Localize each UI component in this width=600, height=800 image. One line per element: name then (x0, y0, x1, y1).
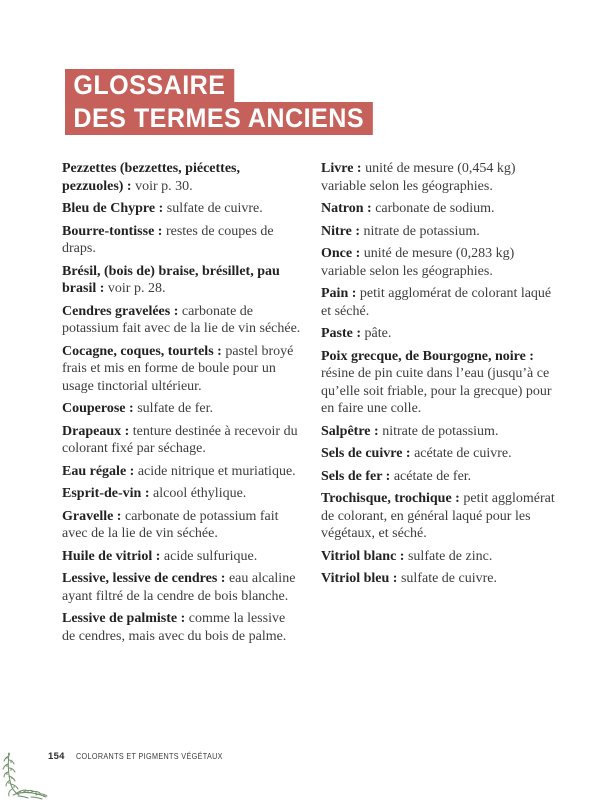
glossary-definition: voir p. 28. (107, 281, 166, 296)
glossary-term: Cendres gravelées : (62, 303, 182, 319)
glossary-entry (62, 343, 301, 396)
glossary-term: Poix grecque, de Bourgogne, noire : (321, 348, 534, 364)
glossary-definition: résine de pin cuite dans l’eau (jusqu’à ce qu’elle soit friable, pour la grecque) pour en faire une colle. (321, 366, 552, 416)
glossary-entry (321, 285, 560, 320)
glossary-term: Gravelle : (62, 508, 125, 524)
page-footer (48, 751, 249, 762)
glossary-entry (321, 548, 560, 566)
glossary-entry (62, 463, 301, 481)
glossary-definition: eau alcaline ayant filtré de la cendre de bois blanche. (62, 571, 296, 604)
glossary-term: Natron : (321, 201, 376, 216)
glossary-definition: acide nitrique et muriatique. (137, 463, 296, 479)
glossary-term: Esprit-de-vin : (62, 486, 153, 501)
glossary-term: Eau régale : (62, 463, 138, 479)
plant-sprig-illustration-icon (0, 752, 54, 800)
glossary-definition: acide sulfurique. (163, 548, 258, 564)
glossary-entry (62, 400, 301, 418)
glossary-definition: carbonate de potassium fait avec de la lie de vin séchée. (62, 303, 301, 336)
glossary-entry (62, 548, 301, 566)
glossary-entry (321, 160, 560, 195)
glossary-definition: sulfate de cuivre. (400, 571, 497, 586)
glossary-definition: alcool éthylique. (153, 486, 247, 501)
glossary-term: Couperose : (62, 401, 138, 416)
glossary-entry (62, 223, 301, 258)
glossary-definition: pastel broyé frais et mis en forme de boule pour un usage tinctorial ultérieur. (62, 343, 294, 394)
glossary-definition: nitrate de potassium. (382, 423, 499, 439)
glossary-definition: petit agglomérat de colorant laqué et séché. (321, 286, 552, 319)
glossary-definition: voir p. 30. (135, 178, 193, 194)
glossary-definition: sulfate de zinc. (407, 548, 493, 564)
glossary-term: Once : (321, 246, 364, 261)
page-title-line2: DES TERMES ANCIENS (65, 102, 372, 135)
glossary-term: Brésil, (bois de) braise, brésillet, pau brasil : (62, 263, 280, 296)
glossary-entry (321, 245, 560, 280)
glossary-entry (321, 223, 560, 241)
glossary-term: Pezzettes (bezzettes, piécettes, pezzuoles) : (62, 161, 240, 194)
glossary-entry (62, 200, 301, 218)
glossary-definition: acétate de fer. (393, 468, 472, 484)
glossary-entry (62, 160, 301, 195)
glossary-entry (62, 303, 301, 338)
glossary-definition: sulfate de cuivre. (166, 201, 263, 216)
glossary-entry (321, 445, 560, 463)
glossary-definition: restes de coupes de draps. (62, 223, 274, 256)
glossary-definition: comme la lessive de cendres, mais avec du bois de palme. (62, 611, 287, 644)
glossary-term: Paste : (321, 326, 365, 341)
glossary-definition: unité de mesure (0,283 kg) variable selon les géographies. (321, 246, 515, 279)
glossary-entry (62, 263, 301, 298)
glossary-definition: carbonate de potassium fait avec de la lie de vin séchée. (62, 508, 279, 541)
glossary-entry (321, 200, 560, 218)
glossary-definition: nitrate de potassium. (363, 223, 480, 239)
glossary-term: Drapeaux : (62, 423, 133, 439)
glossary-entry (62, 485, 301, 503)
glossary-term: Pain : (321, 286, 360, 301)
glossary-entry (321, 348, 560, 418)
glossary-entry (62, 423, 301, 458)
glossary-term: Salpêtre : (321, 423, 383, 439)
glossary-term: Cocagne, coques, tourtels : (62, 343, 226, 359)
glossary-term: Trochisque, trochique : (321, 491, 464, 506)
glossary-entry (321, 570, 560, 588)
glossary-term: Livre : (321, 161, 366, 176)
glossary (62, 160, 560, 650)
glossary-definition: unité de mesure (0,454 kg) variable selon les géographies. (321, 161, 516, 194)
glossary-definition: acétate de cuivre. (414, 446, 512, 461)
page-number: 154 (48, 751, 65, 762)
glossary-definition: sulfate de fer. (137, 401, 213, 416)
glossary-term: Huile de vitriol : (62, 548, 164, 564)
glossary-term: Nitre : (321, 223, 364, 239)
glossary-term: Vitriol bleu : (321, 571, 401, 586)
glossary-entry (321, 325, 560, 343)
running-book-title: COLORANTS ET PIGMENTS VÉGÉTAUX (75, 751, 223, 761)
glossary-term: Vitriol blanc : (321, 548, 408, 564)
glossary-entry (62, 610, 301, 645)
glossary-term: Lessive, lessive de cendres : (62, 571, 229, 586)
glossary-entry (321, 423, 560, 441)
page-title (65, 69, 396, 135)
glossary-term: Lessive de palmiste : (62, 611, 189, 626)
glossary-term: Sels de fer : (321, 468, 394, 484)
glossary-term: Sels de cuivre : (321, 446, 415, 461)
glossary-definition: petit agglomérat de colorant, en général laqué pour les végétaux, et séché. (321, 491, 555, 541)
glossary-column-right (321, 160, 560, 650)
glossary-definition: pâte. (364, 326, 392, 341)
glossary-entry (62, 508, 301, 543)
glossary-column-left (62, 160, 301, 650)
glossary-definition: tenture destinée à recevoir du colorant fixé par séchage. (62, 423, 298, 456)
glossary-term: Bleu de Chypre : (62, 201, 167, 216)
page-title-line1: GLOSSAIRE (65, 69, 234, 102)
glossary-definition: carbonate de sodium. (375, 201, 495, 216)
glossary-entry (62, 570, 301, 605)
glossary-entry (321, 468, 560, 486)
glossary-term: Bourre-tontisse : (62, 223, 166, 239)
glossary-entry (321, 490, 560, 543)
